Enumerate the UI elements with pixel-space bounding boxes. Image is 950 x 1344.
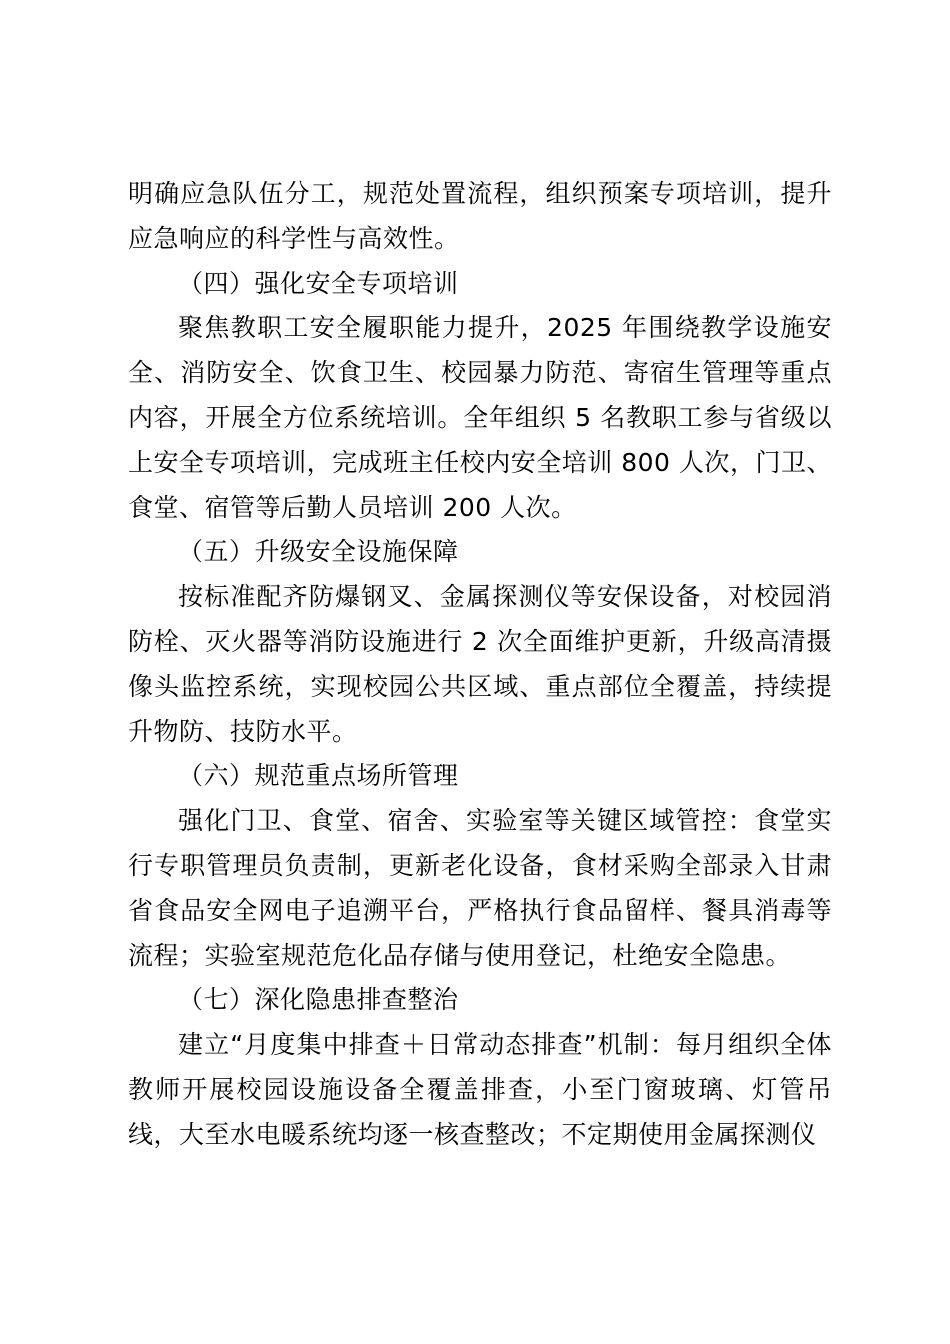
section-7-heading: （七）深化隐患排查整治 [178, 985, 459, 1015]
section-6-heading: （六）规范重点场所管理 [178, 761, 459, 791]
section-6-paragraph: 强化门卫、食堂、宿舍、实验室等关键区域管控：食堂实行专职管理员负责制，更新老化设备，食材采购全部录入甘肃省食品安全网电子追溯平台，严格执行食品留样、餐具消毒等流程；实验室规范危化品存储与使用登记，杜绝安全隐患。 [128, 806, 832, 970]
section-4-paragraph: 聚焦教职工安全履职能力提升，2025 年围绕教学设施安全、消防安全、饮食卫生、校园暴力防范、寄宿生管理等重点内容，开展全方位系统培训。全年组织 5 名教职工参与省级以上安全专项培训，完成班主任校内安全培训 800 人次，门卫、食堂、宿管等后勤人员培训 200 人次。 [128, 313, 832, 522]
section-4-heading: （四）强化安全专项培训 [178, 268, 459, 298]
section-7-paragraph: 建立“月度集中排查＋日常动态排查”机制：每月组织全体教师开展校园设施设备全覆盖排查，小至门窗玻璃、灯管吊线，大至水电暖系统均逐一核查整改；不定期使用金属探测仪 [128, 1030, 832, 1149]
intro-paragraph: 明确应急队伍分工，规范处置流程，组织预案专项培训，提升应急响应的科学性与高效性。 [128, 179, 832, 253]
section-5-heading: （五）升级安全设施保障 [178, 537, 459, 567]
section-5-paragraph: 按标准配齐防爆钢叉、金属探测仪等安保设备，对校园消防栓、灭火器等消防设施进行 2 次全面维护更新，升级高清摄像头监控系统，实现校园公共区域、重点部位全覆盖，持续提升物防、技防水平。 [128, 582, 832, 746]
document-body [128, 172, 832, 1158]
